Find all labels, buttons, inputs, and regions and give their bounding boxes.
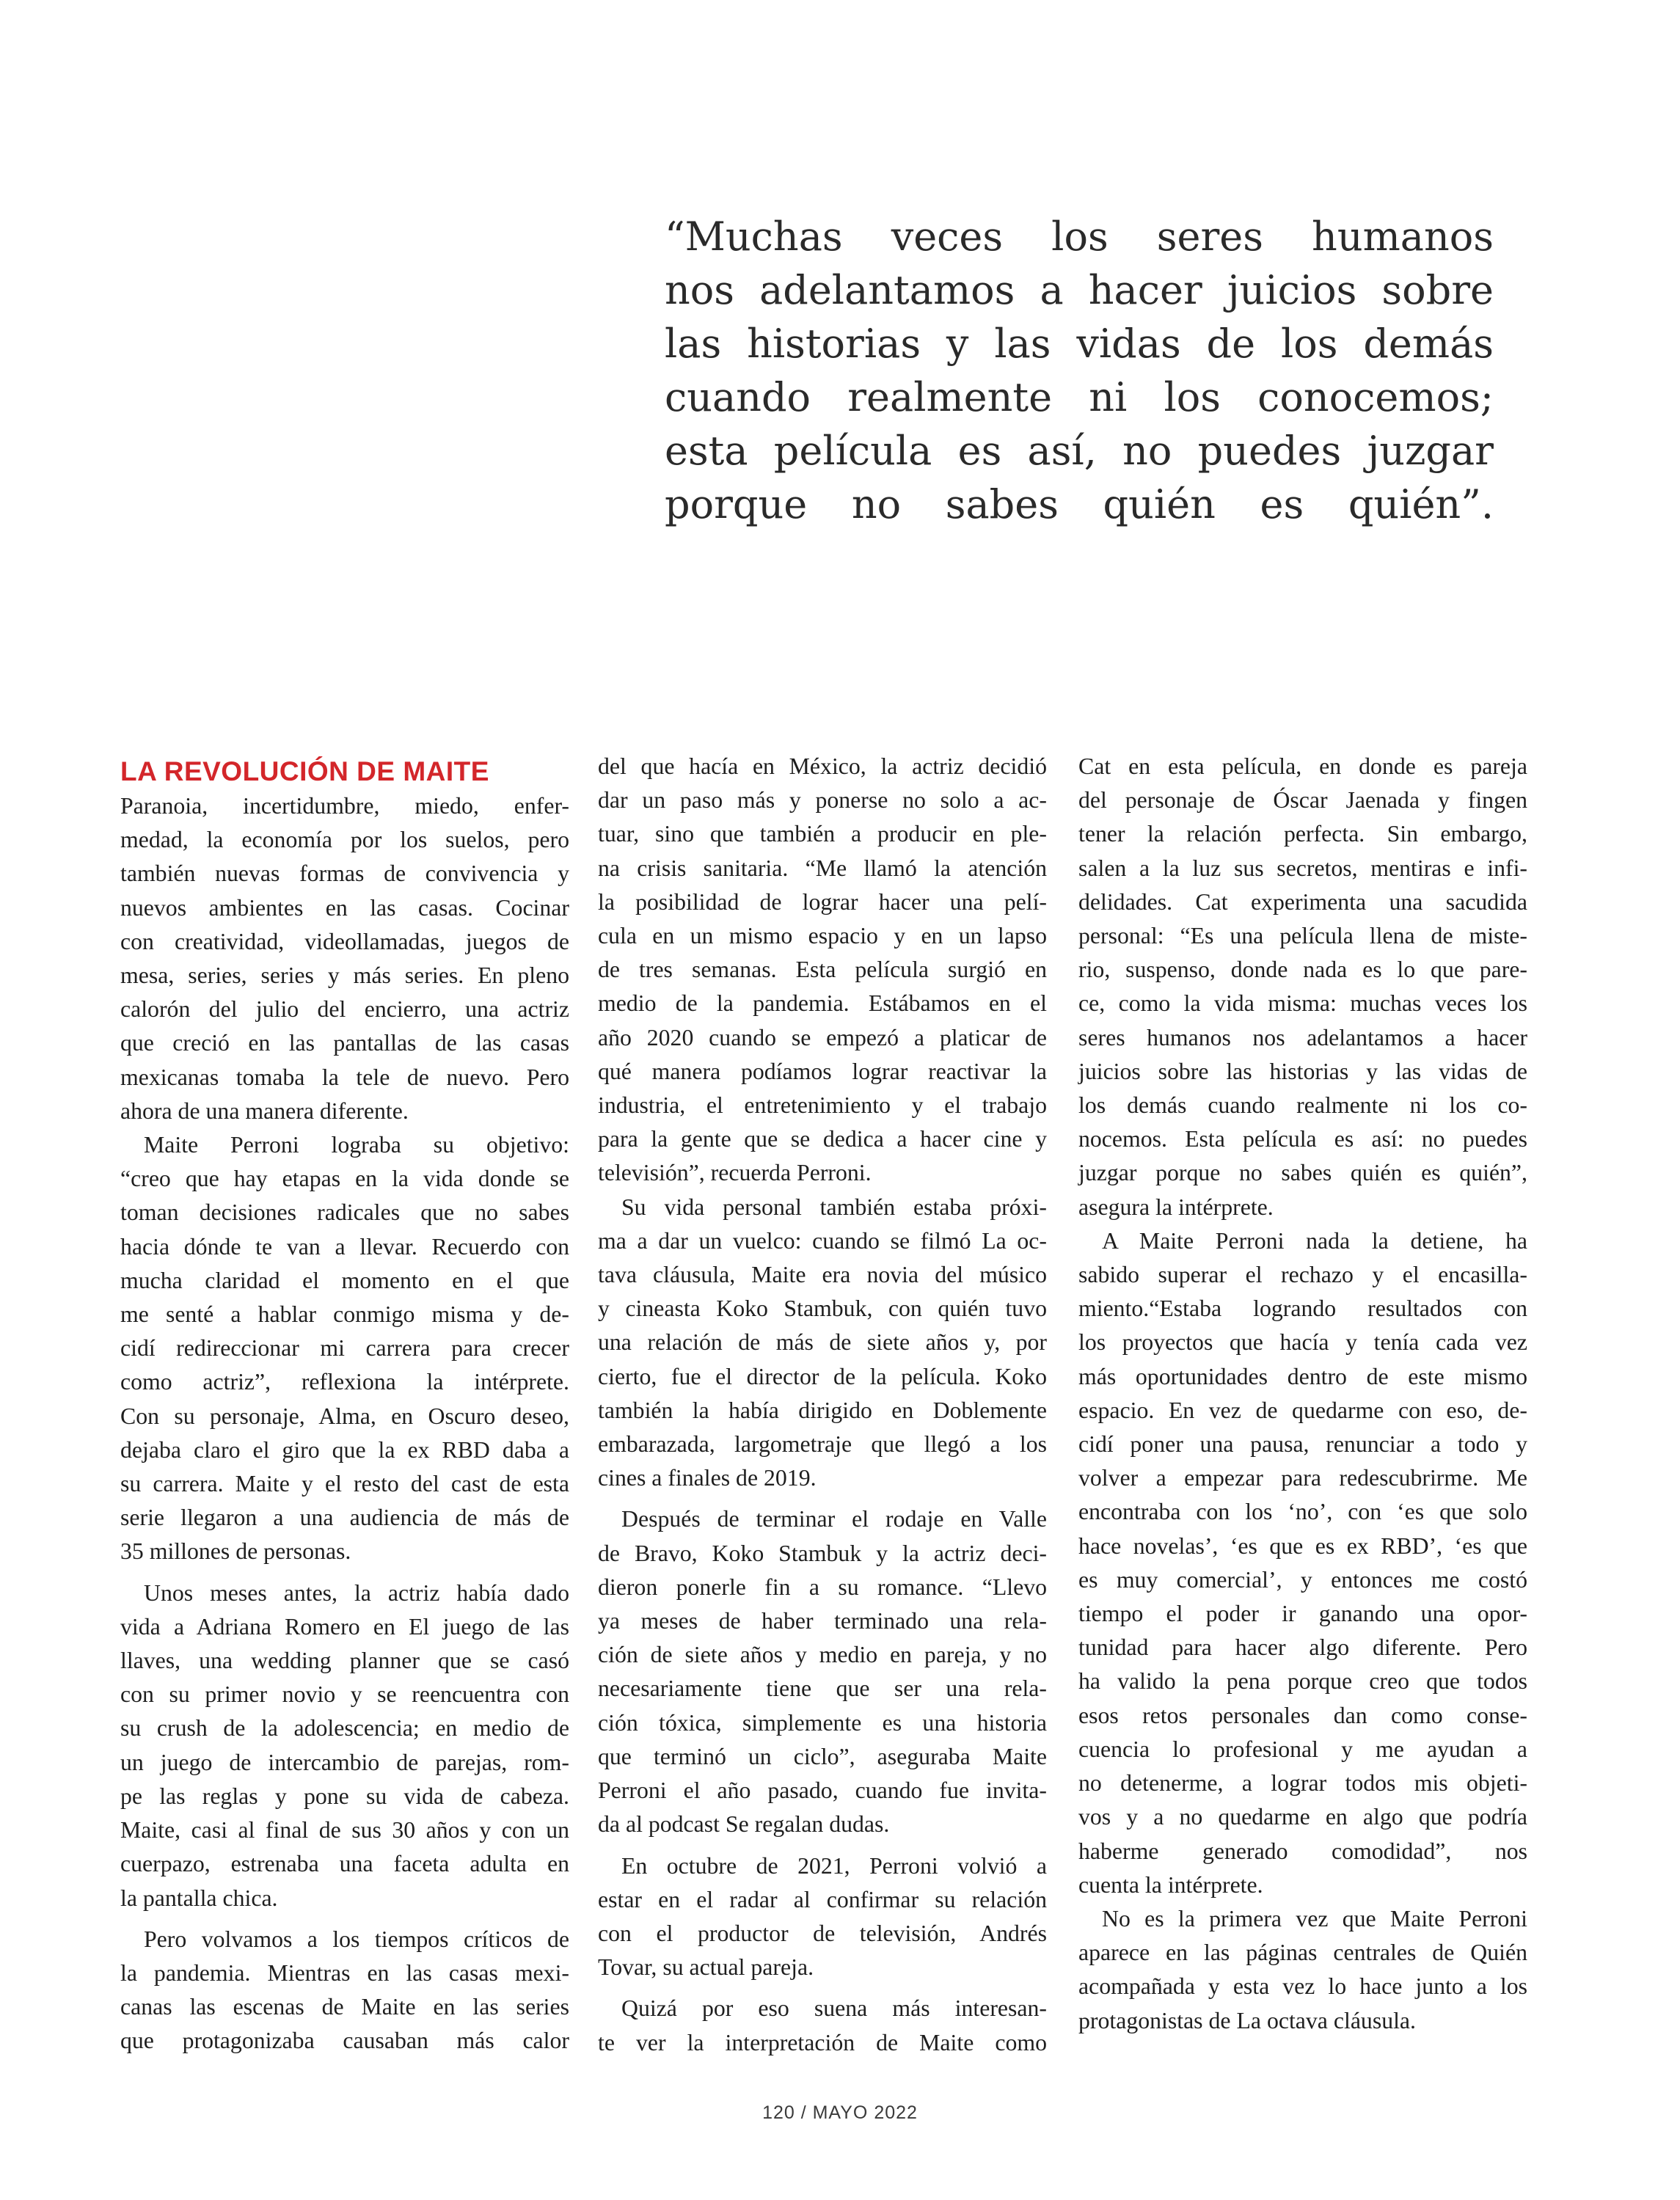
text-line: asegura la intérprete. [1078,1194,1274,1220]
text-line: haberme generado comodidad”, nos [1078,1838,1527,1864]
text-line: de Bravo, Koko Stambuk y la actriz deci- [598,1540,1047,1566]
text-line: cines a finales de 2019. [598,1465,817,1491]
text-line: la pandemia. Mientras en las casas mexi- [120,1959,569,1986]
text-line: ha valido la pena porque creo que todos [1078,1668,1527,1695]
article-column-3 [1078,750,1527,2038]
pull-quote-line: esta película es así, no puedes juzgar [665,428,1494,474]
text-line: juzgar porque no sabes quién es quién”, [1078,1160,1527,1186]
text-line: una relación de más de siete años y, por [598,1329,1047,1356]
text-line: Con su personaje, Alma, en Oscuro deseo, [120,1403,569,1429]
text-line: ción de siete años y medio en pareja, y no [598,1642,1047,1668]
text-line: calorón del julio del encierro, una actriz [120,996,569,1023]
text-line: acompañada y esta vez lo hace junto a los [1078,1973,1527,2000]
pull-quote [665,210,1494,531]
text-line: año 2020 cuando se empezó a platicar de [598,1024,1047,1050]
text-line: juicios sobre las historias y las vidas de [1078,1058,1527,1084]
text-line: como actriz”, reflexiona la intérprete. [120,1369,569,1395]
text-line: mesa, series, series y más series. En pleno [120,962,569,989]
text-line: ahora de una manera diferente. [120,1097,409,1124]
text-line: A Maite Perroni nada la detiene, ha [1102,1227,1527,1254]
text-line: cuerpazo, estrenaba una faceta adulta en [120,1851,569,1877]
text-line: toman decisiones radicales que no sabes [120,1199,569,1226]
text-line: tunidad para hacer algo diferente. Pero [1078,1634,1527,1661]
text-line: tava cláusula, Maite era novia del músico [598,1262,1047,1288]
text-line: Quizá por eso suena más interesan- [621,1995,1047,2022]
text-line: Unos meses antes, la actriz había dado [144,1579,569,1606]
text-line: Cat en esta película, en donde es pareja [1078,753,1527,779]
pull-quote-line: las historias y las vidas de los demás [665,321,1494,367]
text-line: tener la relación perfecta. Sin embargo, [1078,821,1527,847]
text-line: aparece en las páginas centrales de Quién [1078,1940,1527,1966]
text-line: seres humanos nos adelantamos a hacer [1078,1024,1527,1050]
text-line: hacia dónde te van a llevar. Recuerdo con [120,1233,569,1260]
text-line: industria, el entretenimiento y el trabajo [598,1092,1047,1119]
text-line: encontraba con los ‘no’, con ‘es que solo [1078,1499,1527,1525]
text-line: que creció en las pantallas de las casas [120,1030,569,1056]
text-line: ma a dar un vuelco: cuando se filmó La oc- [598,1227,1047,1254]
section-heading: LA REVOLUCIÓN DE MAITE [120,756,489,786]
text-line: te ver la interpretación de Maite como [598,2029,1047,2055]
text-line: y cineasta Koko Stambuk, con quién tuvo [598,1295,1047,1322]
text-line: para la gente que se dedica a hacer cine y [598,1126,1047,1152]
text-line: Paranoia, incertidumbre, miedo, enfer- [120,793,569,819]
text-line: su crush de la adolescencia; en medio de [120,1715,569,1742]
text-line: vida a Adriana Romero en El juego de las [120,1613,569,1640]
article-column-1 [120,750,569,2058]
text-line: cula en un mismo espacio y en un lapso [598,923,1047,949]
text-line: cierto, fue el director de la película. Koko [598,1363,1047,1389]
text-line: salen a la luz sus secretos, mentiras e infi- [1078,855,1527,881]
text-line: estar en el radar al confirmar su relación [598,1886,1047,1912]
pull-quote-line: “Muchas veces los seres humanos [665,213,1494,260]
text-line: nuevos ambientes en las casas. Cocinar [120,894,569,921]
text-line: serie llegaron a una audiencia de más de [120,1505,569,1531]
text-line: Su vida personal también estaba próxi- [621,1194,1047,1220]
pull-quote-line: nos adelantamos a hacer juicios sobre [665,267,1494,313]
text-line: del personaje de Óscar Jaenada y fingen [1078,787,1527,814]
text-line: na crisis sanitaria. “Me llamó la atención [598,855,1047,881]
text-line: No es la primera vez que Maite Perroni [1102,1905,1527,1932]
text-line: llaves, una wedding planner que se casó [120,1648,569,1674]
text-line: cuenta la intérprete. [1078,1871,1263,1898]
text-line: vos y a no quedarme en algo que podría [1078,1804,1527,1830]
text-line: que protagonizaba causaban más calor [120,2028,569,2054]
text-line: ción tóxica, simplemente es una historia [598,1709,1047,1736]
text-line: qué manera podíamos lograr reactivar la [598,1058,1047,1084]
text-line: pe las reglas y pone su vida de cabeza. [120,1783,569,1809]
text-line: mucha claridad el momento en el que [120,1267,569,1293]
text-line: da al podcast Se regalan dudas. [598,1811,890,1838]
text-line: un juego de intercambio de parejas, rom- [120,1749,569,1775]
text-line: con su primer novio y se reencuentra con [120,1681,569,1708]
text-line: medad, la economía por los suelos, pero [120,827,569,853]
text-line: hace novelas’, ‘es que es ex RBD’, ‘es que [1078,1532,1527,1559]
text-line: también la había dirigido en Doblemente [598,1397,1047,1423]
text-line: es muy comercial’, y entonces me costó [1078,1566,1527,1593]
text-line: con el productor de televisión, Andrés [598,1920,1047,1946]
text-line: de tres semanas. Esta película surgió en [598,957,1047,983]
text-line: delidades. Cat experimenta una sacudida [1078,888,1527,915]
text-line: ce, como la vida misma: muchas veces los [1078,990,1527,1017]
pull-quote-line: porque no sabes quién es quién”. [665,481,1494,527]
text-line: los demás cuando realmente ni los co- [1078,1092,1527,1119]
text-line: Maite, casi al final de sus 30 años y con un [120,1817,569,1843]
text-line: los proyectos que hacía y tenía cada vez [1078,1329,1527,1356]
text-line: Después de terminar el rodaje en Valle [621,1506,1047,1532]
text-line: que terminó un ciclo”, aseguraba Maite [598,1743,1047,1769]
text-line: embarazada, largometraje que llegó a los [598,1431,1047,1458]
text-line: cuencia lo profesional y me ayudan a [1078,1736,1527,1762]
text-line: “creo que hay etapas en la vida donde se [120,1166,569,1192]
text-line: canas las escenas de Maite en las series [120,1994,569,2020]
text-line: también nuevas formas de convivencia y [120,860,569,887]
text-line: Tovar, su actual pareja. [598,1954,814,1981]
text-line: me senté a hablar conmigo misma y de- [120,1301,569,1328]
text-line: con creatividad, videollamadas, juegos de [120,928,569,954]
text-line: necesariamente tiene que ser una rela- [598,1675,1047,1702]
text-line: tiempo el poder ir ganando una opor- [1078,1601,1527,1627]
text-line: dar un paso más y ponerse no solo a ac- [598,787,1047,814]
text-line: medio de la pandemia. Estábamos en el [598,990,1047,1017]
text-line: no detenerme, a lograr todos mis objeti- [1078,1770,1527,1797]
text-line: miento.“Estaba logrando resultados con [1078,1295,1527,1322]
text-line: nocemos. Esta película es así: no puedes [1078,1126,1527,1152]
text-line: protagonistas de La octava cláusula. [1078,2007,1416,2033]
text-line: su carrera. Maite y el resto del cast de esta [120,1471,569,1497]
text-line: esos retos personales dan como conse- [1078,1702,1527,1728]
text-line: la pantalla chica. [120,1885,278,1911]
text-line: mexicanas tomaba la tele de nuevo. Pero [120,1064,569,1090]
text-line: cidí redireccionar mi carrera para crecer [120,1335,569,1362]
pull-quote-line: cuando realmente ni los conocemos; [665,374,1494,420]
text-line: personal: “Es una película llena de miste- [1078,923,1527,949]
text-line: del que hacía en México, la actriz decidió [598,753,1047,779]
text-line: volver a empezar para redescubrirme. Me [1078,1465,1527,1491]
page-folio: 120 / MAYO 2022 [762,2102,918,2123]
text-line: dejaba claro el giro que la ex RBD daba a [120,1436,569,1463]
text-line: Maite Perroni lograba su objetivo: [144,1132,569,1158]
text-line: sabido superar el rechazo y el encasilla- [1078,1262,1527,1288]
text-line: tuar, sino que también a producir en ple- [598,821,1047,847]
text-line: 35 millones de personas. [120,1538,351,1565]
text-line: dieron ponerle fin a su romance. “Llevo [598,1574,1047,1600]
text-line: más oportunidades dentro de este mismo [1078,1363,1527,1389]
text-line: rio, suspenso, donde nada es lo que pare- [1078,957,1527,983]
article-body [120,750,1529,2055]
text-line: cidí poner una pausa, renunciar a todo y [1078,1431,1527,1458]
text-line: espacio. En vez de quedarme con eso, de- [1078,1397,1527,1423]
text-line: la posibilidad de lograr hacer una pelí- [598,888,1047,915]
text-line: ya meses de haber terminado una rela- [598,1608,1047,1634]
text-line: Perroni el año pasado, cuando fue invita- [598,1777,1047,1804]
text-line: Pero volvamos a los tiempos críticos de [144,1926,569,1952]
text-line: En octubre de 2021, Perroni volvió a [621,1852,1047,1879]
article-column-2 [598,750,1047,2060]
text-line: televisión”, recuerda Perroni. [598,1160,872,1186]
